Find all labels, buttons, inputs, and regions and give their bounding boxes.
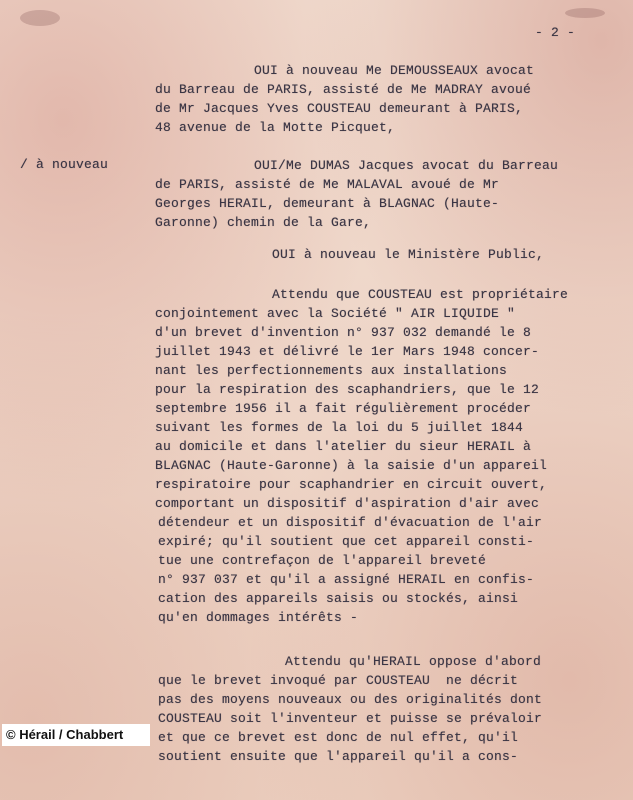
text-line: septembre 1956 il a fait régulièrement procéder [155,401,532,416]
text-line: n° 937 037 et qu'il a assigné HERAIL en confis- [158,572,535,587]
text-line: comportant un dispositif d'aspiration d'air avec [155,496,540,511]
text-line: 48 avenue de la Motte Picquet, [155,120,396,135]
text-line: nant les perfectionnements aux installations [155,363,508,378]
text-line: juillet 1943 et délivré le 1er Mars 1948 concer- [155,344,540,359]
text-line: que le brevet invoqué par COUSTEAU ne décrit [158,673,519,688]
text-line: de Mr Jacques Yves COUSTEAU demeurant à PARIS, [155,101,524,116]
text-line: d'un brevet d'invention n° 937 032 demandé le 8 [155,325,532,340]
margin-note: / à nouveau [20,157,109,172]
text-line: de PARIS, assisté de Me MALAVAL avoué de Mr [155,177,500,192]
text-line: conjointement avec la Société " AIR LIQUIDE " [155,306,516,321]
text-line: COUSTEAU soit l'inventeur et puisse se prévaloir [158,711,543,726]
text-line: soutient ensuite que l'appareil qu'il a cons- [158,749,519,764]
text-line: au domicile et dans l'atelier du sieur HERAIL à [155,439,532,454]
text-line: OUI à nouveau Me DEMOUSSEAUX avocat [254,63,535,78]
text-line: OUI à nouveau le Ministère Public, [272,247,545,262]
text-line: BLAGNAC (Haute-Garonne) à la saisie d'un appareil [155,458,548,473]
text-line: suivant les formes de la loi du 5 juillet 1844 [155,420,524,435]
text-line: cation des appareils saisis ou stockés, ainsi [158,591,519,606]
text-line: et que ce brevet est donc de nul effet, qu'il [158,730,519,745]
text-line: pas des moyens nouveaux ou des originalités dont [158,692,543,707]
ink-stain [20,10,60,26]
text-line: détendeur et un dispositif d'évacuation de l'air [158,515,543,530]
page-number: - 2 - [535,25,576,40]
ink-stain [565,8,605,18]
text-line: Attendu que COUSTEAU est propriétaire [272,287,569,302]
text-line: Attendu qu'HERAIL oppose d'abord [285,654,542,669]
text-line: Georges HERAIL, demeurant à BLAGNAC (Haute- [155,196,500,211]
text-line: Garonne) chemin de la Gare, [155,215,372,230]
text-line: expiré; qu'il soutient que cet appareil consti- [158,534,535,549]
text-line: respiratoire pour scaphandrier en circuit ouvert, [155,477,548,492]
text-line: qu'en dommages intérêts - [158,610,359,625]
text-line: OUI/Me DUMAS Jacques avocat du Barreau [254,158,559,173]
text-line: du Barreau de PARIS, assisté de Me MADRAY avoué [155,82,532,97]
copyright-label: © Hérail / Chabbert [2,724,150,746]
text-line: pour la respiration des scaphandriers, que le 12 [155,382,540,397]
text-line: tue une contrefaçon de l'appareil breveté [158,553,487,568]
